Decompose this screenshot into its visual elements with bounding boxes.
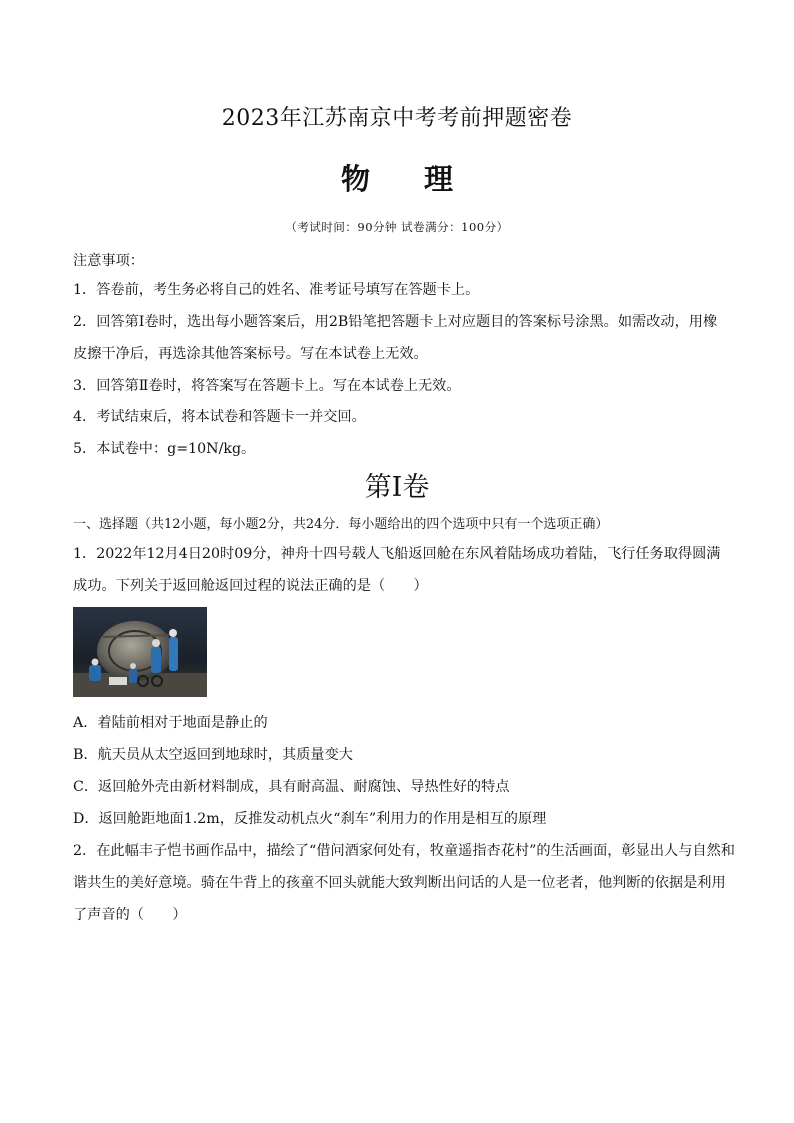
capsule-landing-photo [73,607,207,697]
capsule-landing-photo-art [73,607,207,697]
q1-option-d: D．返回舱距地面1.2m，反推发动机点火“刹车”利用力的作用是相互的原理 [73,811,547,827]
note-item: 5．本试卷中：g=10N/kg。 [73,441,256,457]
notes-heading: 注意事项： [73,253,144,269]
q1-stem-line: 成功。下列关于返回舱返回过程的说法正确的是（ ） [73,578,428,594]
q1-stem-line: 1．2022年12月4日20时09分，神舟十四号载人飞船返回舱在东风着陆场成功着陆，飞行任务取得圆满 [73,546,721,562]
note-item: 1．答卷前，考生务必将自己的姓名、准考证号填写在答题卡上。 [73,282,480,298]
section-title: 第Ⅰ卷 [364,472,430,503]
note-item: 4．考试结束后，将本试卷和答题卡一并交回。 [73,409,366,425]
q1-option-a: A．着陆前相对于地面是静止的 [73,715,268,731]
note-item: 2．回答第Ⅰ卷时，选出每小题答案后，用2B铅笔把答题卡上对应题目的答案标号涂黑。如需改动，用橡 [73,314,718,330]
note-item: 皮擦干净后，再选涂其他答案标号。写在本试卷上无效。 [73,346,428,362]
note-item: 3．回答第Ⅱ卷时，将答案写在答题卡上。写在本试卷上无效。 [73,378,461,394]
q2-stem-line: 谐共生的美好意境。骑在牛背上的孩童不回头就能大致判断出问话的人是一位老者，他判断的依据是利用 [73,875,726,891]
q1-option-b: B．航天员从太空返回到地球时，其质量变大 [73,747,353,763]
exam-title: 2023年江苏南京中考考前押题密卷 [221,106,573,131]
q1-option-c: C．返回舱外壳由新材料制成，具有耐高温、耐腐蚀、导热性好的特点 [73,779,510,795]
section-instruction: 一、选择题（共12小题，每小题2分，共24分．每小题给出的四个选项中只有一个选项正确） [73,517,609,532]
q2-stem-line: 了声音的（ ） [73,907,187,923]
exam-info: （考试时间：90分钟 试卷满分：100分） [285,220,509,234]
subject-title: 物 理 [340,162,476,196]
q2-stem-line: 2．在此幅丰子恺书画作品中，描绘了“借问酒家何处有，牧童遥指杏花村”的生活画面，彰显出人与自然和 [73,843,735,859]
